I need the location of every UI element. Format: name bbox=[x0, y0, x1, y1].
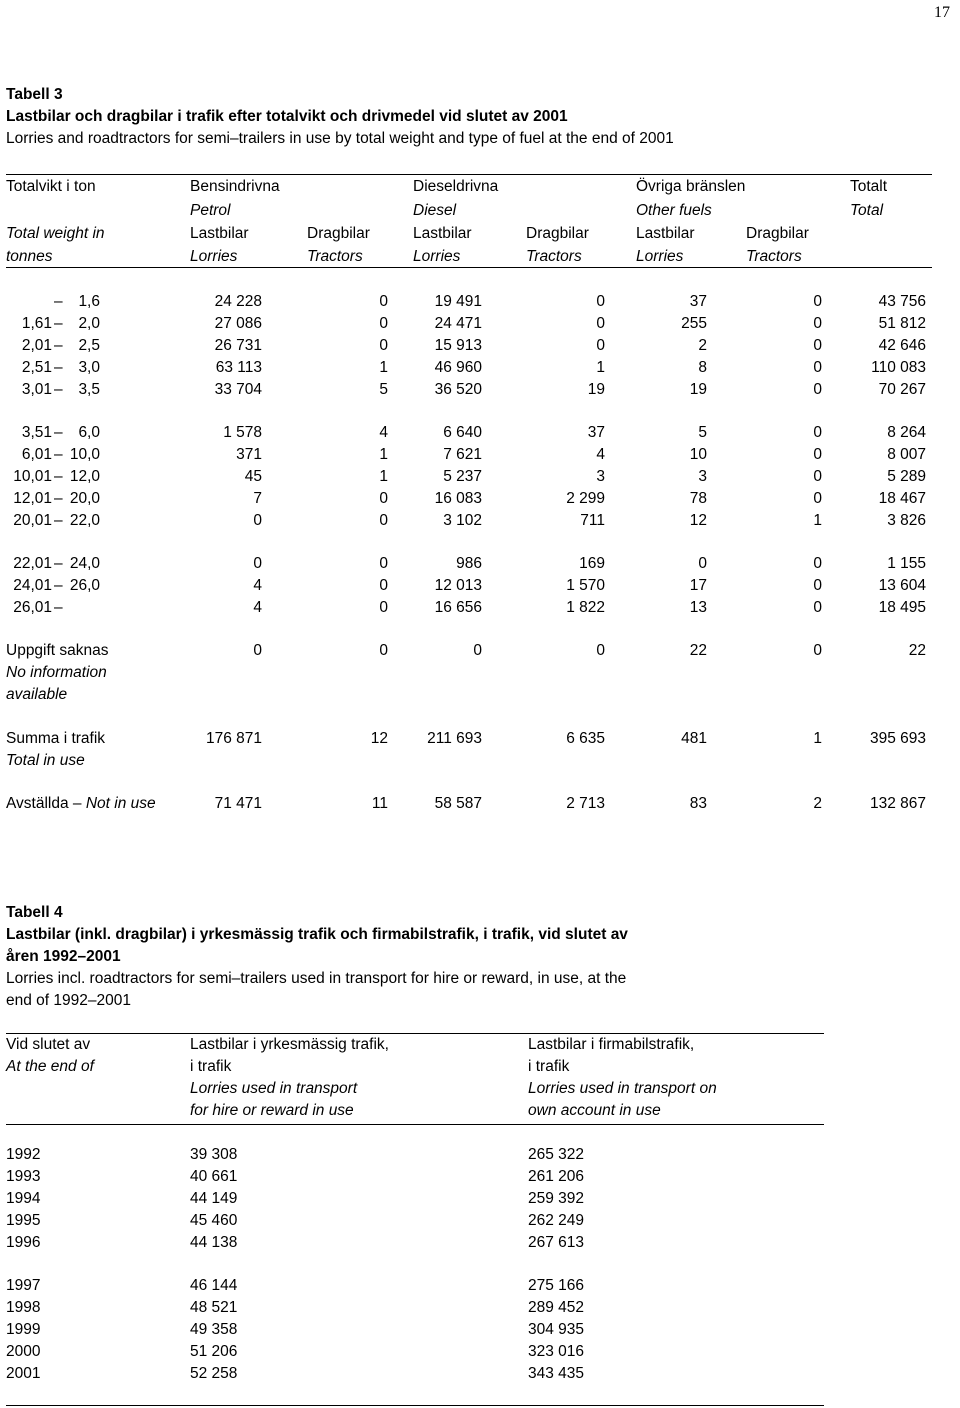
own-account-value-cell: 343 435 bbox=[528, 1365, 585, 1382]
weight-to: 2,0 bbox=[78, 315, 100, 332]
value-cell: 15 913 bbox=[434, 337, 482, 354]
header-total-en: Total bbox=[850, 202, 884, 219]
value-cell: 5 bbox=[379, 381, 388, 398]
range-dash: – bbox=[54, 337, 63, 354]
value-cell: 16 083 bbox=[434, 490, 482, 507]
total-cell: 395 693 bbox=[869, 730, 926, 747]
table4-title-sv-2: åren 1992–2001 bbox=[6, 948, 121, 965]
value-cell: 0 bbox=[379, 293, 388, 310]
t4-header-own-en-2: own account in use bbox=[528, 1102, 661, 1119]
header-sub-sv: Lastbilar bbox=[636, 225, 695, 242]
header-weight-en-1: Total weight in bbox=[6, 225, 105, 242]
range-dash: – bbox=[54, 577, 63, 594]
value-cell: 37 bbox=[689, 293, 707, 310]
year-cell: 2001 bbox=[6, 1365, 41, 1382]
value-cell: 19 bbox=[587, 381, 605, 398]
value-cell: 255 bbox=[681, 315, 707, 332]
own-account-value-cell: 265 322 bbox=[528, 1146, 585, 1163]
weight-from: 3,01 bbox=[21, 381, 52, 398]
year-cell: 1996 bbox=[6, 1234, 41, 1251]
header-other-en: Other fuels bbox=[636, 202, 712, 219]
header-petrol-sv: Bensindrivna bbox=[190, 178, 280, 195]
value-cell: 12 bbox=[370, 730, 388, 747]
range-dash: – bbox=[54, 555, 63, 572]
value-cell: 0 bbox=[813, 359, 822, 376]
value-cell: 24 228 bbox=[214, 293, 262, 310]
value-cell: 0 bbox=[813, 490, 822, 507]
value-cell: 0 bbox=[379, 599, 388, 616]
value-cell: 12 013 bbox=[434, 577, 482, 594]
header-total-sv: Totalt bbox=[850, 178, 888, 195]
total-cell: 3 826 bbox=[887, 512, 926, 529]
hire-value-cell: 44 149 bbox=[190, 1190, 238, 1207]
value-cell: 4 bbox=[379, 424, 388, 441]
value-cell: 0 bbox=[379, 490, 388, 507]
value-cell: 176 871 bbox=[205, 730, 262, 747]
header-sub-sv: Lastbilar bbox=[413, 225, 472, 242]
value-cell: 0 bbox=[813, 293, 822, 310]
total-cell: 5 289 bbox=[887, 468, 926, 485]
weight-to: 12,0 bbox=[69, 468, 100, 485]
table4-top-rule bbox=[6, 1033, 824, 1034]
value-cell: 1 bbox=[379, 446, 388, 463]
value-cell: 8 bbox=[698, 359, 707, 376]
value-cell: 0 bbox=[813, 381, 822, 398]
range-dash: – bbox=[54, 446, 63, 463]
t4-header-year-sv: Vid slutet av bbox=[6, 1036, 91, 1053]
hire-value-cell: 52 258 bbox=[190, 1365, 238, 1382]
value-cell: 1 822 bbox=[566, 599, 605, 616]
value-cell: 1 bbox=[379, 468, 388, 485]
value-cell: 4 bbox=[253, 599, 262, 616]
own-account-value-cell: 262 249 bbox=[528, 1212, 585, 1229]
value-cell: 0 bbox=[379, 577, 388, 594]
value-cell: 1 578 bbox=[223, 424, 262, 441]
range-dash: – bbox=[54, 512, 63, 529]
value-cell: 0 bbox=[379, 555, 388, 572]
header-sub-en: Lorries bbox=[636, 248, 684, 265]
value-cell: 0 bbox=[596, 642, 605, 659]
value-cell: 0 bbox=[596, 337, 605, 354]
weight-to: 2,5 bbox=[78, 337, 100, 354]
total-cell: 13 604 bbox=[878, 577, 926, 594]
value-cell: 371 bbox=[236, 446, 262, 463]
year-cell: 1998 bbox=[6, 1299, 41, 1316]
hire-value-cell: 40 661 bbox=[190, 1168, 238, 1185]
value-cell: 4 bbox=[596, 446, 605, 463]
weight-from: 3,51 bbox=[21, 424, 52, 441]
value-cell: 5 237 bbox=[443, 468, 482, 485]
value-cell: 3 bbox=[698, 468, 707, 485]
weight-from: 26,01 bbox=[13, 599, 52, 616]
value-cell: 7 621 bbox=[443, 446, 482, 463]
value-cell: 10 bbox=[689, 446, 707, 463]
value-cell: 481 bbox=[681, 730, 707, 747]
total-cell: 8 264 bbox=[887, 424, 926, 441]
sum-label-en: Total in use bbox=[6, 752, 85, 769]
own-account-value-cell: 275 166 bbox=[528, 1277, 585, 1294]
weight-from: 24,01 bbox=[13, 577, 52, 594]
hire-value-cell: 48 521 bbox=[190, 1299, 238, 1316]
header-sub-en: Tractors bbox=[746, 248, 802, 265]
year-cell: 2000 bbox=[6, 1343, 41, 1360]
table4-title-sv-1: Lastbilar (inkl. dragbilar) i yrkesmässig trafik och firmabilstrafik, i trafik, vid slutet av bbox=[6, 926, 628, 943]
value-cell: 0 bbox=[596, 315, 605, 332]
hire-value-cell: 51 206 bbox=[190, 1343, 238, 1360]
header-sub-sv: Lastbilar bbox=[190, 225, 249, 242]
hire-value-cell: 44 138 bbox=[190, 1234, 238, 1251]
value-cell: 211 693 bbox=[427, 730, 482, 747]
table3-title-sv: Lastbilar och dragbilar i trafik efter totalvikt och drivmedel vid slutet av 2001 bbox=[6, 108, 568, 125]
value-cell: 13 bbox=[689, 599, 707, 616]
value-cell: 0 bbox=[813, 642, 822, 659]
value-cell: 46 960 bbox=[434, 359, 482, 376]
total-cell: 43 756 bbox=[878, 293, 926, 310]
header-sub-sv: Dragbilar bbox=[746, 225, 809, 242]
missing-label-sv: Uppgift saknas bbox=[6, 642, 109, 659]
value-cell: 58 587 bbox=[434, 795, 482, 812]
weight-from: 12,01 bbox=[13, 490, 52, 507]
value-cell: 0 bbox=[473, 642, 482, 659]
total-cell: 18 495 bbox=[878, 599, 926, 616]
year-cell: 1993 bbox=[6, 1168, 41, 1185]
value-cell: 0 bbox=[379, 512, 388, 529]
own-account-value-cell: 304 935 bbox=[528, 1321, 585, 1338]
weight-to: 24,0 bbox=[69, 555, 100, 572]
value-cell: 19 bbox=[689, 381, 707, 398]
table3-title-en: Lorries and roadtractors for semi–trailers in use by total weight and type of fuel at the end of 2001 bbox=[6, 130, 674, 147]
value-cell: 0 bbox=[379, 642, 388, 659]
value-cell: 11 bbox=[371, 795, 388, 812]
sum-label-sv: Summa i trafik bbox=[6, 730, 106, 747]
table4-header-rule bbox=[6, 1124, 824, 1125]
own-account-value-cell: 259 392 bbox=[528, 1190, 585, 1207]
value-cell: 169 bbox=[579, 555, 605, 572]
t4-header-hire-en-2: for hire or reward in use bbox=[190, 1102, 354, 1119]
value-cell: 12 bbox=[689, 512, 707, 529]
year-cell: 1997 bbox=[6, 1277, 41, 1294]
value-cell: 0 bbox=[379, 315, 388, 332]
weight-from: 6,01 bbox=[21, 446, 52, 463]
t4-header-own-sv-2: i trafik bbox=[528, 1058, 570, 1075]
range-dash: – bbox=[54, 381, 63, 398]
hire-value-cell: 39 308 bbox=[190, 1146, 238, 1163]
header-diesel-sv: Dieseldrivna bbox=[413, 178, 499, 195]
value-cell: 2 299 bbox=[566, 490, 605, 507]
value-cell: 5 bbox=[698, 424, 707, 441]
header-sub-en: Tractors bbox=[526, 248, 582, 265]
header-sub-en: Tractors bbox=[307, 248, 363, 265]
value-cell: 22 bbox=[689, 642, 707, 659]
weight-to: 20,0 bbox=[69, 490, 100, 507]
range-dash: – bbox=[54, 599, 63, 616]
weight-from: 2,01 bbox=[21, 337, 52, 354]
range-dash: – bbox=[54, 468, 63, 485]
total-cell: 18 467 bbox=[878, 490, 926, 507]
year-cell: 1999 bbox=[6, 1321, 41, 1338]
header-diesel-en: Diesel bbox=[413, 202, 457, 219]
value-cell: 0 bbox=[813, 599, 822, 616]
header-other-sv: Övriga bränslen bbox=[636, 178, 746, 195]
value-cell: 0 bbox=[813, 577, 822, 594]
total-cell: 70 267 bbox=[878, 381, 926, 398]
value-cell: 27 086 bbox=[214, 315, 262, 332]
table3-label: Tabell 3 bbox=[6, 86, 63, 103]
value-cell: 78 bbox=[689, 490, 707, 507]
hire-value-cell: 45 460 bbox=[190, 1212, 238, 1229]
total-cell: 110 083 bbox=[871, 359, 926, 376]
weight-to: 3,5 bbox=[78, 381, 100, 398]
value-cell: 0 bbox=[596, 293, 605, 310]
value-cell: 711 bbox=[580, 512, 605, 529]
missing-label-en-2: available bbox=[6, 686, 68, 703]
value-cell: 1 bbox=[596, 359, 605, 376]
t4-header-hire-en-1: Lorries used in transport bbox=[190, 1080, 358, 1097]
value-cell: 2 bbox=[698, 337, 707, 354]
table4-title-en-2: end of 1992–2001 bbox=[6, 992, 131, 1009]
year-cell: 1995 bbox=[6, 1212, 41, 1229]
range-dash: – bbox=[54, 359, 63, 376]
header-weight-sv: Totalvikt i ton bbox=[6, 178, 96, 195]
value-cell: 63 113 bbox=[215, 359, 262, 376]
t4-header-hire-sv-1: Lastbilar i yrkesmässig trafik, bbox=[190, 1036, 389, 1053]
header-sub-sv: Dragbilar bbox=[307, 225, 370, 242]
weight-to: 26,0 bbox=[69, 577, 100, 594]
value-cell: 26 731 bbox=[214, 337, 262, 354]
header-weight-en-2: tonnes bbox=[6, 248, 53, 265]
own-account-value-cell: 261 206 bbox=[528, 1168, 585, 1185]
value-cell: 36 520 bbox=[434, 381, 482, 398]
total-cell: 132 867 bbox=[869, 795, 926, 812]
value-cell: 83 bbox=[689, 795, 707, 812]
value-cell: 1 570 bbox=[566, 577, 605, 594]
weight-to: 10,0 bbox=[69, 446, 100, 463]
page-number: 17 bbox=[934, 4, 950, 21]
year-cell: 1994 bbox=[6, 1190, 41, 1207]
t4-header-year-en: At the end of bbox=[6, 1058, 94, 1075]
range-dash: – bbox=[54, 490, 63, 507]
value-cell: 2 bbox=[813, 795, 822, 812]
header-sub-sv: Dragbilar bbox=[526, 225, 589, 242]
weight-to: 22,0 bbox=[69, 512, 100, 529]
value-cell: 16 656 bbox=[434, 599, 482, 616]
missing-label-en-1: No information bbox=[6, 664, 107, 681]
header-sub-en: Lorries bbox=[413, 248, 461, 265]
value-cell: 986 bbox=[456, 555, 482, 572]
total-cell: 8 007 bbox=[887, 446, 926, 463]
value-cell: 0 bbox=[253, 555, 262, 572]
value-cell: 0 bbox=[813, 424, 822, 441]
header-petrol-en: Petrol bbox=[190, 202, 231, 219]
weight-to: 6,0 bbox=[78, 424, 100, 441]
weight-from: 20,01 bbox=[13, 512, 52, 529]
value-cell: 24 471 bbox=[434, 315, 482, 332]
value-cell: 0 bbox=[253, 642, 262, 659]
own-account-value-cell: 323 016 bbox=[528, 1343, 585, 1360]
value-cell: 0 bbox=[813, 468, 822, 485]
value-cell: 45 bbox=[244, 468, 262, 485]
weight-to: 3,0 bbox=[78, 359, 100, 376]
hire-value-cell: 49 358 bbox=[190, 1321, 238, 1338]
value-cell: 37 bbox=[587, 424, 605, 441]
value-cell: 6 640 bbox=[443, 424, 482, 441]
table4-label: Tabell 4 bbox=[6, 904, 63, 921]
table4-title-en-1: Lorries incl. roadtractors for semi–trailers used in transport for hire or reward, in use, at the bbox=[6, 970, 627, 987]
value-cell: 0 bbox=[813, 337, 822, 354]
notinuse-label: Avställda – Not in use bbox=[6, 795, 156, 812]
value-cell: 0 bbox=[813, 555, 822, 572]
value-cell: 0 bbox=[813, 315, 822, 332]
weight-from: 2,51 bbox=[21, 359, 52, 376]
value-cell: 17 bbox=[689, 577, 707, 594]
total-cell: 51 812 bbox=[878, 315, 926, 332]
value-cell: 33 704 bbox=[214, 381, 262, 398]
t4-header-own-sv-1: Lastbilar i firmabilstrafik, bbox=[528, 1036, 695, 1053]
value-cell: 6 635 bbox=[566, 730, 605, 747]
value-cell: 7 bbox=[253, 490, 262, 507]
table3-header-rule bbox=[6, 267, 932, 268]
value-cell: 0 bbox=[813, 446, 822, 463]
weight-from: 22,01 bbox=[13, 555, 52, 572]
value-cell: 0 bbox=[698, 555, 707, 572]
value-cell: 71 471 bbox=[214, 795, 262, 812]
total-cell: 1 155 bbox=[887, 555, 926, 572]
total-cell: 22 bbox=[908, 642, 926, 659]
value-cell: 1 bbox=[813, 512, 822, 529]
value-cell: 3 bbox=[596, 468, 605, 485]
range-dash: – bbox=[54, 315, 63, 332]
own-account-value-cell: 289 452 bbox=[528, 1299, 585, 1316]
value-cell: 4 bbox=[253, 577, 262, 594]
range-dash: – bbox=[54, 424, 63, 441]
value-cell: 0 bbox=[253, 512, 262, 529]
table3-top-rule bbox=[6, 174, 932, 175]
hire-value-cell: 46 144 bbox=[190, 1277, 238, 1294]
own-account-value-cell: 267 613 bbox=[528, 1234, 585, 1251]
t4-header-hire-sv-2: i trafik bbox=[190, 1058, 232, 1075]
value-cell: 3 102 bbox=[443, 512, 482, 529]
header-sub-en: Lorries bbox=[190, 248, 238, 265]
value-cell: 2 713 bbox=[566, 795, 605, 812]
weight-from: 1,61 bbox=[21, 315, 52, 332]
range-dash: – bbox=[54, 293, 63, 310]
value-cell: 0 bbox=[379, 337, 388, 354]
weight-from: 10,01 bbox=[13, 468, 52, 485]
t4-header-own-en-1: Lorries used in transport on bbox=[528, 1080, 717, 1097]
total-cell: 42 646 bbox=[878, 337, 926, 354]
weight-to: 1,6 bbox=[78, 293, 100, 310]
value-cell: 1 bbox=[813, 730, 822, 747]
value-cell: 19 491 bbox=[434, 293, 482, 310]
value-cell: 1 bbox=[379, 359, 388, 376]
year-cell: 1992 bbox=[6, 1146, 41, 1163]
table4-bottom-rule bbox=[6, 1405, 824, 1406]
